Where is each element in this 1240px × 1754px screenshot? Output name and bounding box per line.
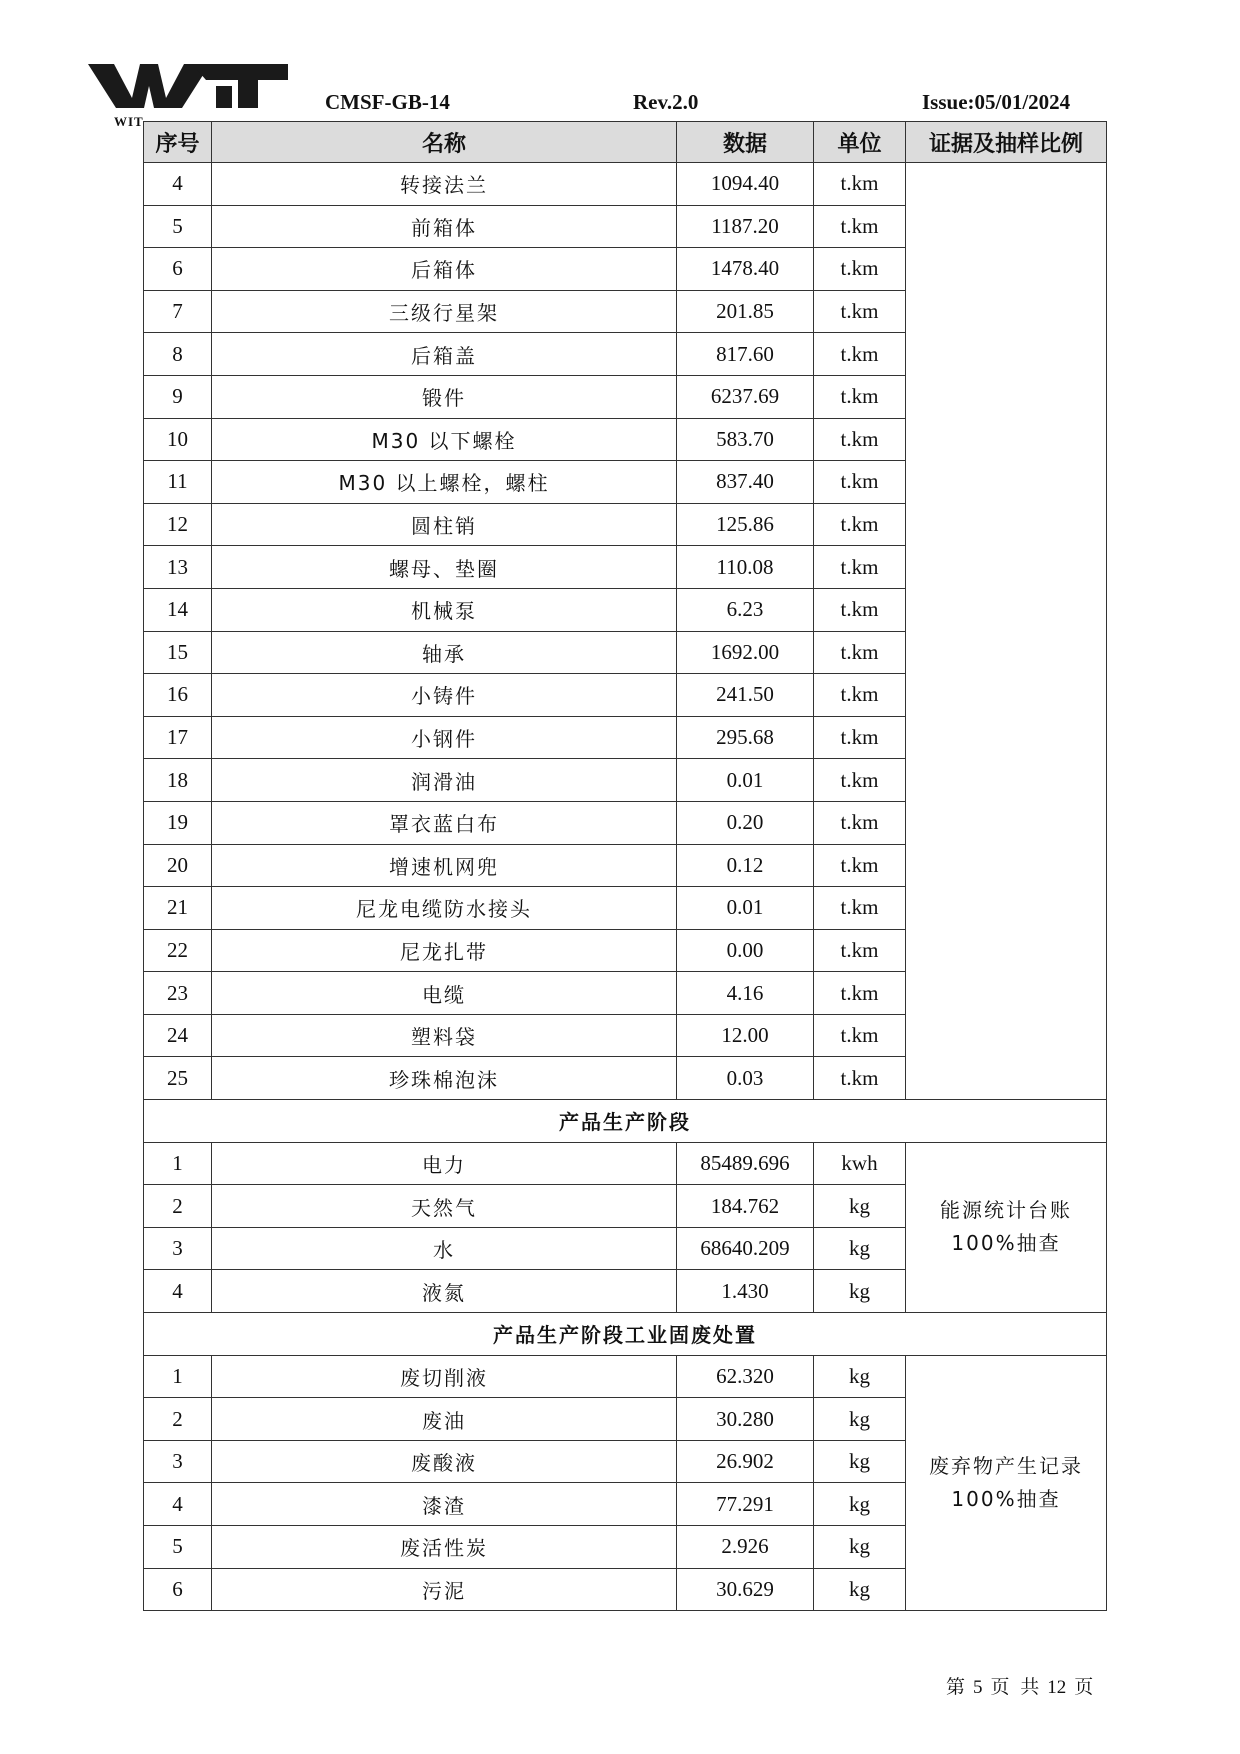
- footer-prefix: 第: [946, 1677, 966, 1698]
- row-unit: t.km: [814, 461, 906, 504]
- row-value: 201.85: [677, 290, 814, 333]
- row-name: 塑料袋: [212, 1014, 677, 1057]
- row-unit: kg: [814, 1355, 906, 1398]
- row-no: 18: [144, 759, 212, 802]
- row-unit: t.km: [814, 1057, 906, 1100]
- row-name: 电缆: [212, 972, 677, 1015]
- col-header-evidence: 证据及抽样比例: [906, 122, 1107, 163]
- row-unit: t.km: [814, 546, 906, 589]
- row-name: 珍珠棉泡沫: [212, 1057, 677, 1100]
- row-name: 锻件: [212, 375, 677, 418]
- row-value: 0.00: [677, 929, 814, 972]
- evidence-cell-waste: [906, 1355, 1107, 1611]
- row-unit: kg: [814, 1526, 906, 1569]
- row-name: 天然气: [212, 1185, 677, 1228]
- col-header-value: 数据: [677, 122, 814, 163]
- row-value: 0.01: [677, 759, 814, 802]
- row-unit: kg: [814, 1270, 906, 1313]
- row-value: 1094.40: [677, 163, 814, 206]
- row-name: 废酸液: [212, 1440, 677, 1483]
- row-value: 817.60: [677, 333, 814, 376]
- row-no: 3: [144, 1440, 212, 1483]
- row-unit: kwh: [814, 1142, 906, 1185]
- table-row: [144, 1355, 1107, 1398]
- row-unit: kg: [814, 1185, 906, 1228]
- row-no: 22: [144, 929, 212, 972]
- row-unit: t.km: [814, 716, 906, 759]
- table-header-row: [144, 122, 1107, 163]
- evidence-cell-empty: [906, 163, 1107, 1100]
- row-unit: t.km: [814, 972, 906, 1015]
- row-name: 润滑油: [212, 759, 677, 802]
- row-no: 25: [144, 1057, 212, 1100]
- table-row: [144, 163, 1107, 206]
- row-no: 5: [144, 205, 212, 248]
- row-name: 圆柱销: [212, 503, 677, 546]
- row-name: 尼龙电缆防水接头: [212, 887, 677, 930]
- row-name: 尼龙扎带: [212, 929, 677, 972]
- row-unit: t.km: [814, 588, 906, 631]
- row-value: 62.320: [677, 1355, 814, 1398]
- row-unit: t.km: [814, 333, 906, 376]
- row-name: 三级行星架: [212, 290, 677, 333]
- row-unit: t.km: [814, 801, 906, 844]
- row-no: 3: [144, 1227, 212, 1270]
- data-table: [143, 121, 1107, 1611]
- row-no: 9: [144, 375, 212, 418]
- row-value: 30.629: [677, 1568, 814, 1611]
- col-header-unit: 单位: [814, 122, 906, 163]
- row-value: 6237.69: [677, 375, 814, 418]
- section-row-production: [144, 1100, 1107, 1143]
- row-value: 583.70: [677, 418, 814, 461]
- evidence-text: 能源统计台账: [940, 1198, 1072, 1223]
- row-name: 轴承: [212, 631, 677, 674]
- row-unit: t.km: [814, 163, 906, 206]
- row-no: 6: [144, 1568, 212, 1611]
- row-no: 12: [144, 503, 212, 546]
- footer-suffix: 页: [1074, 1677, 1094, 1698]
- row-unit: t.km: [814, 290, 906, 333]
- row-name: 水: [212, 1227, 677, 1270]
- row-unit: t.km: [814, 418, 906, 461]
- row-no: 4: [144, 1483, 212, 1526]
- row-no: 1: [144, 1142, 212, 1185]
- section-row-waste: [144, 1313, 1107, 1356]
- row-no: 1: [144, 1355, 212, 1398]
- row-unit: kg: [814, 1398, 906, 1441]
- row-name: 螺母、垫圈: [212, 546, 677, 589]
- row-no: 7: [144, 290, 212, 333]
- row-no: 2: [144, 1185, 212, 1228]
- row-value: 295.68: [677, 716, 814, 759]
- row-value: 0.12: [677, 844, 814, 887]
- row-no: 8: [144, 333, 212, 376]
- row-name: 增速机网兜: [212, 844, 677, 887]
- evidence-ratio: 100%抽查: [951, 1486, 1061, 1511]
- row-name: 后箱盖: [212, 333, 677, 376]
- row-unit: t.km: [814, 503, 906, 546]
- row-value: 0.20: [677, 801, 814, 844]
- row-name: 电力: [212, 1142, 677, 1185]
- row-name: 机械泵: [212, 588, 677, 631]
- row-no: 5: [144, 1526, 212, 1569]
- row-unit: t.km: [814, 887, 906, 930]
- row-no: 6: [144, 248, 212, 291]
- row-no: 4: [144, 163, 212, 206]
- row-name: 废活性炭: [212, 1526, 677, 1569]
- col-header-no: 序号: [144, 122, 212, 163]
- doc-code: CMSF-GB-14: [325, 90, 450, 114]
- row-unit: kg: [814, 1227, 906, 1270]
- row-name: 废油: [212, 1398, 677, 1441]
- row-value: 77.291: [677, 1483, 814, 1526]
- row-no: 13: [144, 546, 212, 589]
- row-value: 0.01: [677, 887, 814, 930]
- row-unit: t.km: [814, 248, 906, 291]
- row-no: 19: [144, 801, 212, 844]
- row-unit: t.km: [814, 674, 906, 717]
- row-unit: kg: [814, 1483, 906, 1526]
- row-name: 前箱体: [212, 205, 677, 248]
- row-name: 后箱体: [212, 248, 677, 291]
- row-name: 罩衣蓝白布: [212, 801, 677, 844]
- row-value: 4.16: [677, 972, 814, 1015]
- row-no: 4: [144, 1270, 212, 1313]
- row-unit: t.km: [814, 1014, 906, 1057]
- row-value: 85489.696: [677, 1142, 814, 1185]
- row-unit: t.km: [814, 844, 906, 887]
- row-name: 转接法兰: [212, 163, 677, 206]
- row-no: 15: [144, 631, 212, 674]
- row-value: 241.50: [677, 674, 814, 717]
- footer-total-pages: 12: [1047, 1677, 1067, 1698]
- row-value: 837.40: [677, 461, 814, 504]
- row-value: 184.762: [677, 1185, 814, 1228]
- row-name: M30 以下螺栓: [212, 418, 677, 461]
- row-unit: kg: [814, 1440, 906, 1483]
- row-no: 2: [144, 1398, 212, 1441]
- row-value: 110.08: [677, 546, 814, 589]
- evidence-cell-production: [906, 1142, 1107, 1312]
- row-value: 12.00: [677, 1014, 814, 1057]
- row-value: 6.23: [677, 588, 814, 631]
- footer-page-number: 5: [973, 1677, 983, 1698]
- row-value: 26.902: [677, 1440, 814, 1483]
- row-value: 1187.20: [677, 205, 814, 248]
- evidence-text: 废弃物产生记录: [929, 1453, 1083, 1478]
- row-name: 废切削液: [212, 1355, 677, 1398]
- row-unit: t.km: [814, 759, 906, 802]
- row-value: 125.86: [677, 503, 814, 546]
- row-name: 液氮: [212, 1270, 677, 1313]
- row-name: 小铸件: [212, 674, 677, 717]
- row-name: 小钢件: [212, 716, 677, 759]
- page-footer: [942, 1672, 1097, 1699]
- row-no: 14: [144, 588, 212, 631]
- row-no: 24: [144, 1014, 212, 1057]
- evidence-ratio: 100%抽查: [951, 1231, 1061, 1256]
- col-header-name: 名称: [212, 122, 677, 163]
- row-value: 1692.00: [677, 631, 814, 674]
- row-value: 1.430: [677, 1270, 814, 1313]
- row-unit: kg: [814, 1568, 906, 1611]
- row-no: 10: [144, 418, 212, 461]
- section-title-waste: 产品生产阶段工业固废处置: [144, 1313, 1107, 1356]
- row-unit: t.km: [814, 929, 906, 972]
- row-no: 11: [144, 461, 212, 504]
- logo-subtext: WIT: [114, 114, 144, 129]
- row-value: 1478.40: [677, 248, 814, 291]
- section-title-production: 产品生产阶段: [144, 1100, 1107, 1143]
- row-no: 20: [144, 844, 212, 887]
- row-no: 16: [144, 674, 212, 717]
- row-no: 23: [144, 972, 212, 1015]
- table-row: [144, 1142, 1107, 1185]
- row-value: 2.926: [677, 1526, 814, 1569]
- row-value: 30.280: [677, 1398, 814, 1441]
- row-name: 污泥: [212, 1568, 677, 1611]
- row-value: 0.03: [677, 1057, 814, 1100]
- row-name: 漆渣: [212, 1483, 677, 1526]
- row-no: 17: [144, 716, 212, 759]
- row-value: 68640.209: [677, 1227, 814, 1270]
- row-unit: t.km: [814, 631, 906, 674]
- doc-revision: Rev.2.0: [633, 90, 699, 114]
- doc-issue-date: Issue:05/01/2024: [922, 90, 1071, 114]
- footer-mid: 页 共: [990, 1677, 1040, 1698]
- row-no: 21: [144, 887, 212, 930]
- row-unit: t.km: [814, 375, 906, 418]
- row-name: M30 以上螺栓，螺柱: [212, 461, 677, 504]
- row-unit: t.km: [814, 205, 906, 248]
